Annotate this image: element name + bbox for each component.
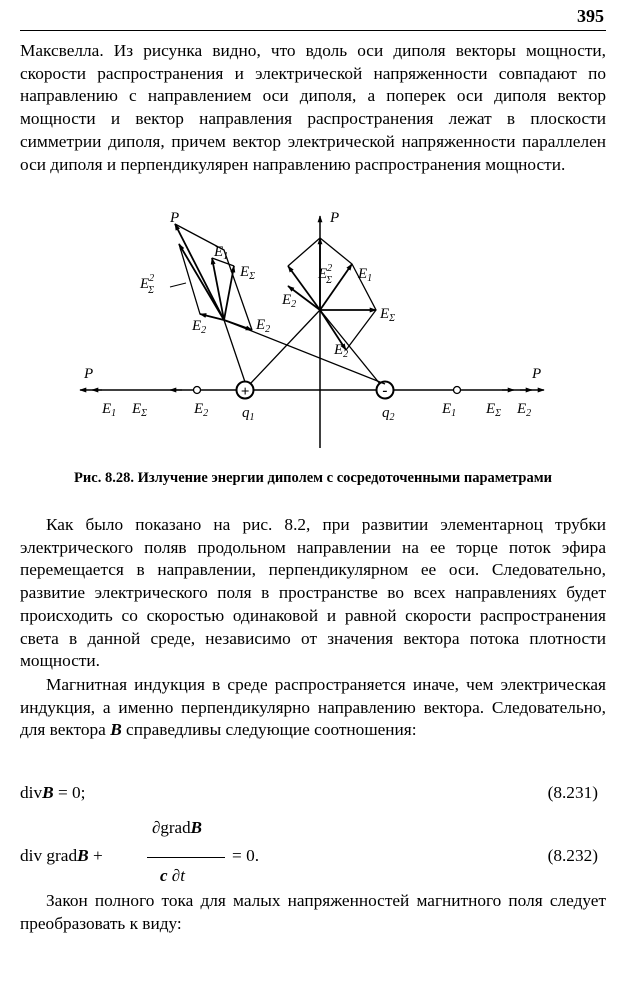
point-left [194,387,201,394]
label-e2sum-center: $E^2$ Σ [318,263,333,286]
label-e2-center: $E_2$ [334,342,349,360]
equation-number-2: (8.232) [547,846,598,865]
label-p-axis-right: P [532,366,542,382]
fraction-denominator: c ∂t [160,866,185,885]
label-esum-center: $E_\Sigma$ [380,306,396,324]
figure-caption: Рис. 8.28. Излучение энергии диполем с сосредоточенными параметрами [74,470,552,486]
label-e2p-center: $E_2$ [282,292,297,310]
label-axis-e2-right: $E_2$ [517,401,532,419]
vec-p-left [175,224,224,320]
label-esum-left: $E_\Sigma$ [240,264,256,282]
paragraph-2: Как было показано на рис. 8.2, при развитии элементарноц трубки электрического поляв продольном направлении на ее торце поток эфира перемещается в направлении, перпендикулярном ее оси. Следовательно, развитие электрического поля в пространстве во всех направлениях будет происходить со скоростью одинаковой и равной скорости распространения света в данной среде, независимо от значения вектора потока плотности мощности. [20,515,606,671]
label-e2-left: $E_2$ [256,317,271,335]
label-p-left: P [170,210,180,226]
label-e2p-left: $E_2$ [192,318,207,336]
label-axis-e1-left: $E_1$ [102,401,117,419]
page-number: 395 [577,6,604,26]
label-q2: $q_2$ [382,405,395,423]
dipole-figure [62,208,562,456]
fraction-numerator: ∂gradB [152,818,202,837]
equation-number-1: (8.231) [547,783,598,802]
vec-e2-left [224,320,252,330]
header-rule [20,30,606,31]
label-e2sum-left: $E^2$ Σ [140,273,155,296]
label-p-axis-left: P [84,366,94,382]
minus-sign: - [382,383,388,399]
label-p-center: P [330,210,340,226]
paragraph-4: Закон полного тока для малых напряженностей магнитного поля следует преобразовать к виду: [20,891,606,933]
label-e1-center: $E_1$ [358,266,373,284]
label-q1: $q_1$ [242,405,255,423]
equation-8-232: div gradB + = 0. (8.232) [20,846,598,865]
label-e1-left: $E_1$ [214,244,229,262]
label-axis-esum-left: $E_\Sigma$ [132,401,148,419]
plus-sign: + [240,384,250,400]
line-q1-leftpoint [224,320,245,382]
label-axis-e1-right: $E_1$ [442,401,457,419]
paragraph-1: Максвелла. Из рисунка видно, что вдоль оси диполя векторы мощности, скорости распространения и электрической напряженности совпадают по направлению с направлением оси диполя, а поперек оси диполя вектор мощности и вектор направления распространения лежат в плоскости симметрии диполя, причем вектор электрической напряженности параллелен оси диполя и перпендикулярен направлению распространения мощности. [20,41,606,174]
label-axis-e2-left: $E_2$ [194,401,209,419]
label-axis-esum-right: $E_\Sigma$ [486,401,502,419]
equation-8-231: divB = 0; (8.231) [20,783,598,802]
line-centerpoint-q2 [320,310,380,384]
paragraph-3: Магнитная индукция в среде распространяется иначе, чем электрическая индукция, а именно перпендикулярно направлению вектора. Следовательно, для вектора B справедливы следующие соотношения: [20,675,606,740]
point-right [454,387,461,394]
